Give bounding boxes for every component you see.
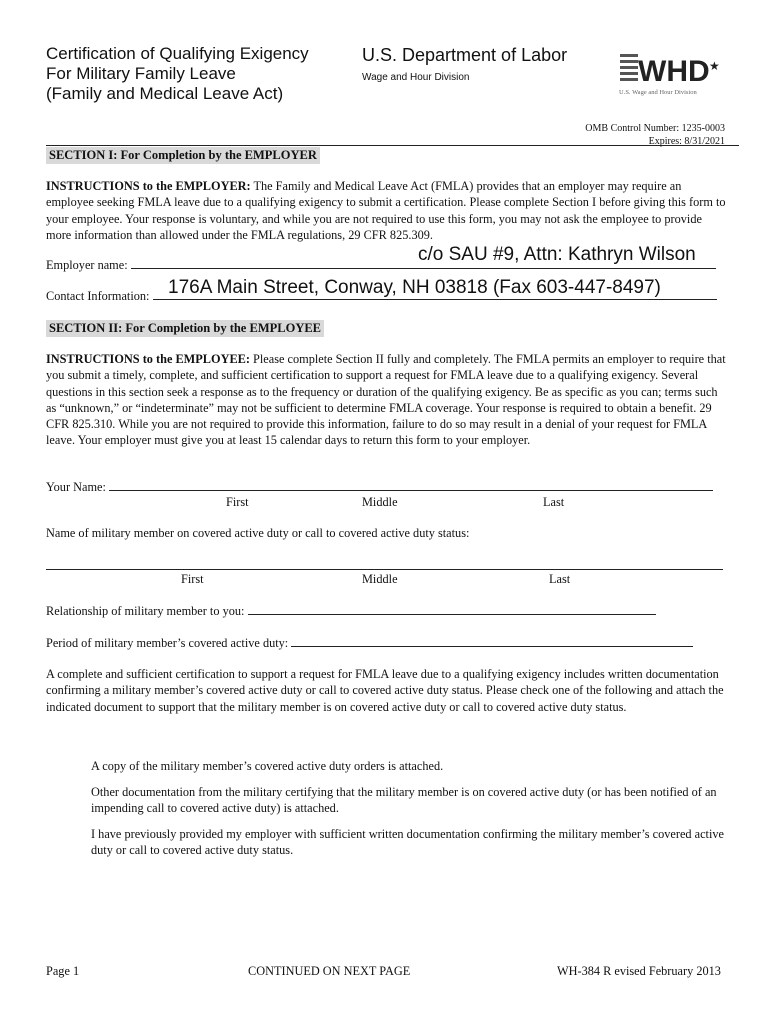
employee-instructions-text: Please complete Section II fully and completely. The FMLA permits an employer to require that you submit a timely, complete, and sufficient certification to support a request for FMLA leave due to a qualifying exigency. Several questions in this section seek a response as to the frequency or duration of the qualifying exigency. Be as specific as you can; terms such as “unknown,” or “indeterminate” may not be sufficient to determine FMLA coverage. Your response is required to obtain a benefit. 29 CFR 825.310. While you are not required to provide this information, failure to do so may result in a denial of your request for FMLA leave. Your employer must give you at least 15 calendar days to return this form to your employer. xyxy=(46,352,726,448)
form-title xyxy=(46,44,309,104)
certification-paragraph: A complete and sufficient certification to support a request for FMLA leave due to a qualifying exigency includes written documentation confirming a military member’s covered active duty or call to covered active duty status. Please check one of the following and attach the indicated document to support that the military member is on covered active duty or call to covered active duty status. xyxy=(46,667,724,714)
employer-instructions xyxy=(46,178,726,243)
form-title-line-2: For Military Family Leave xyxy=(46,64,236,83)
your-name-first-caption: First xyxy=(226,495,249,509)
period-label: Period of military member’s covered active duty: xyxy=(46,636,289,650)
contact-info-value: 176A Main Street, Conway, NH 03818 (Fax 603-447-8497) xyxy=(168,277,661,298)
division-name: Wage and Hour Division xyxy=(362,72,470,83)
your-name-field[interactable] xyxy=(109,490,713,491)
continued-notice: CONTINUED ON NEXT PAGE xyxy=(248,964,411,978)
whd-logo-icon xyxy=(618,48,718,98)
form-title-line-1: Certification of Qualifying Exigency xyxy=(46,44,309,63)
logo-caption: U.S. Wage and Hour Division xyxy=(619,89,697,96)
page-number: Page 1 xyxy=(46,964,80,978)
employer-name-field[interactable] xyxy=(131,268,716,269)
your-name-middle-caption: Middle xyxy=(362,495,398,509)
military-last-caption: Last xyxy=(549,572,571,586)
employee-instructions-label: INSTRUCTIONS to the EMPLOYEE: xyxy=(46,352,250,366)
employer-name-label: Employer name: xyxy=(46,258,128,272)
employer-name-value: c/o SAU #9, Attn: Kathryn Wilson xyxy=(418,244,696,265)
military-member-label: Name of military member on covered active duty or call to covered active duty status: xyxy=(46,526,470,540)
section-1-heading: SECTION I: For Completion by the EMPLOYER xyxy=(46,147,320,164)
your-name-last-caption: Last xyxy=(543,495,565,509)
relationship-label: Relationship of military member to you: xyxy=(46,604,245,618)
military-member-name-field[interactable] xyxy=(46,569,723,570)
whd-logo xyxy=(618,48,718,98)
option-other-documentation[interactable]: Other documentation from the military certifying that the military member is on covered active duty (or has been notified of an impending call to covered active duty) is attached. xyxy=(91,785,717,816)
period-row xyxy=(46,636,693,651)
omb-control-number: OMB Control Number: 1235-0003 xyxy=(585,123,725,134)
relationship-row xyxy=(46,604,656,619)
section-2-heading: SECTION II: For Completion by the EMPLOYEE xyxy=(46,320,324,337)
option-previously-provided[interactable]: I have previously provided my employer with sufficient written documentation confirming the military member’s covered active duty or call to covered active duty status. xyxy=(91,827,724,858)
contact-info-field[interactable] xyxy=(153,299,717,300)
form-id: WH-384 R evised February 2013 xyxy=(557,964,721,978)
contact-info-label: Contact Information: xyxy=(46,289,150,303)
form-title-line-3: (Family and Medical Leave Act) xyxy=(46,84,284,103)
relationship-field[interactable] xyxy=(248,614,656,615)
employer-instructions-text: The Family and Medical Leave Act (FMLA) provides that an employer may require an employee seeking FMLA leave due to a qualifying exigency to submit a certification. Please complete Section I before giving this form to your employee. Your response is voluntary, and while you are not required to use this form, you may not ask the employee to provide more information than allowed under the FMLA regulations, 29 CFR 825.309. xyxy=(46,179,726,242)
department-name: U.S. Department of Labor xyxy=(362,45,568,65)
military-first-caption: First xyxy=(181,572,204,586)
expiration-date: Expires: 8/31/2021 xyxy=(648,136,725,147)
option-duty-orders[interactable]: A copy of the military member’s covered active duty orders is attached. xyxy=(91,759,444,773)
employer-instructions-label: INSTRUCTIONS to the EMPLOYER: xyxy=(46,179,251,193)
period-field[interactable] xyxy=(291,646,693,647)
svg-text:★: ★ xyxy=(709,59,720,73)
employee-instructions xyxy=(46,351,726,449)
your-name-label: Your Name: xyxy=(46,480,106,494)
header-rule xyxy=(46,145,739,146)
military-middle-caption: Middle xyxy=(362,572,398,586)
your-name-row xyxy=(46,480,713,495)
logo-text: WHD xyxy=(638,55,710,88)
